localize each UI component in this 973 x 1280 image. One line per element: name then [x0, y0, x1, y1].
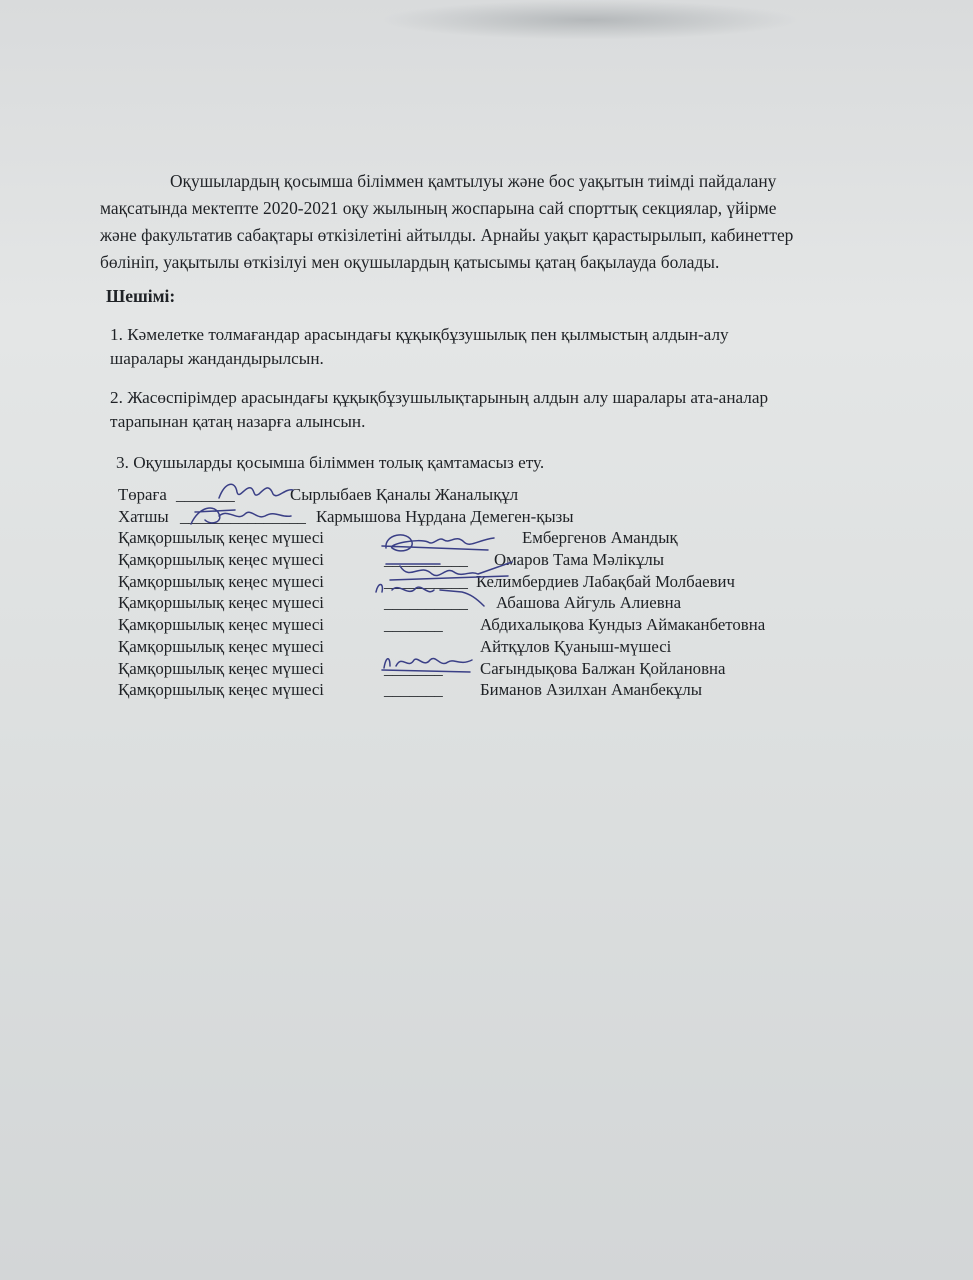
- signatory-name: Кармышова Нұрдана Демеген-қызы: [316, 506, 574, 526]
- signatory-role: Хатшы: [118, 506, 169, 526]
- decision-item-3: [116, 451, 956, 475]
- signatory-role: Қамқоршылық кеңес мүшесі: [118, 615, 324, 635]
- signature-line: _______: [384, 615, 443, 635]
- signature-line: __________: [384, 550, 468, 570]
- paragraph-line: және факультатив сабақтары өткізілетіні айтылды. Арнайы уақыт қарастырылып, кабинеттер: [100, 225, 794, 245]
- signature-line: __________: [384, 571, 468, 591]
- signatory-role: Қамқоршылық кеңес мүшесі: [118, 593, 324, 613]
- signatory-role: Қамқоршылық кеңес мүшесі: [118, 680, 324, 700]
- signatory-role: Қамқоршылық кеңес мүшесі: [118, 550, 324, 570]
- decision-line: 1. Кәмелетке толмағандар арасындағы құқықбұзушылық пен қылмыстың алдын-алу: [110, 325, 729, 344]
- decision-heading: Шешімі:: [106, 286, 176, 306]
- signature-line: _______: [384, 658, 443, 678]
- signatory-role: Қамқоршылық кеңес мүшесі: [118, 571, 324, 591]
- signatory-name: Биманов Азилхан Аманбекұлы: [480, 680, 702, 700]
- signatory-role: Қамқоршылық кеңес мүшесі: [118, 658, 324, 678]
- signatory-name: Келимбердиев Лабақбай Молбаевич: [476, 571, 735, 591]
- paragraph-line: бөлініп, уақытылы өткізілуі мен оқушылардың қатысымы қатаң бақылауда болады.: [100, 252, 720, 272]
- signatory-role: Төраға: [118, 485, 167, 504]
- decision-line: тарапынан қатаң назарға алынсын.: [110, 412, 366, 431]
- signatory-name: Абдихалықова Кундыз Аймаканбетовна: [480, 615, 766, 635]
- signatory-name: Сағындықова Балжан Қойлановна: [480, 658, 726, 678]
- decision-line: 3. Оқушыларды қосымша біліммен толық қамтамасыз ету.: [116, 453, 545, 472]
- body-paragraph: [100, 168, 972, 276]
- paper-shadow: [380, 0, 800, 40]
- decision-line: шаралары жандандырылсын.: [110, 349, 324, 368]
- signature-line: _______________: [180, 506, 306, 526]
- decision-line: 2. Жасөспірімдер арасындағы құқықбұзушылықтарының алдын алу шаралары ата-аналар: [110, 388, 769, 407]
- paragraph-line: мақсатында мектепте 2020-2021 оқу жылының жоспарына сай спорттық секциялар, үйірме: [100, 198, 777, 218]
- signatory-role: Қамқоршылық кеңес мүшесі: [118, 636, 324, 656]
- signatory-name: Абашова Айгуль Алиевна: [496, 593, 682, 613]
- signatory-name: Айтқұлов Қуаныш-мүшесі: [480, 636, 672, 656]
- signature-line: _______: [176, 485, 235, 504]
- signatory-name: Сырлыбаев Қаналы Жаналықұл: [290, 485, 519, 504]
- signatory-name: Омаров Тама Мәлікұлы: [494, 550, 664, 570]
- signatory-name: Ембергенов Амандық: [522, 528, 678, 548]
- decision-item-2: [110, 386, 950, 434]
- paragraph-line: Оқушылардың қосымша біліммен қамтылуы және бос уақытын тиімді пайдалану: [170, 171, 777, 191]
- signatory-role: Қамқоршылық кеңес мүшесі: [118, 528, 324, 548]
- signature-line: __________: [384, 593, 468, 613]
- decision-item-1: [110, 323, 950, 371]
- signature-line: _______: [384, 680, 443, 700]
